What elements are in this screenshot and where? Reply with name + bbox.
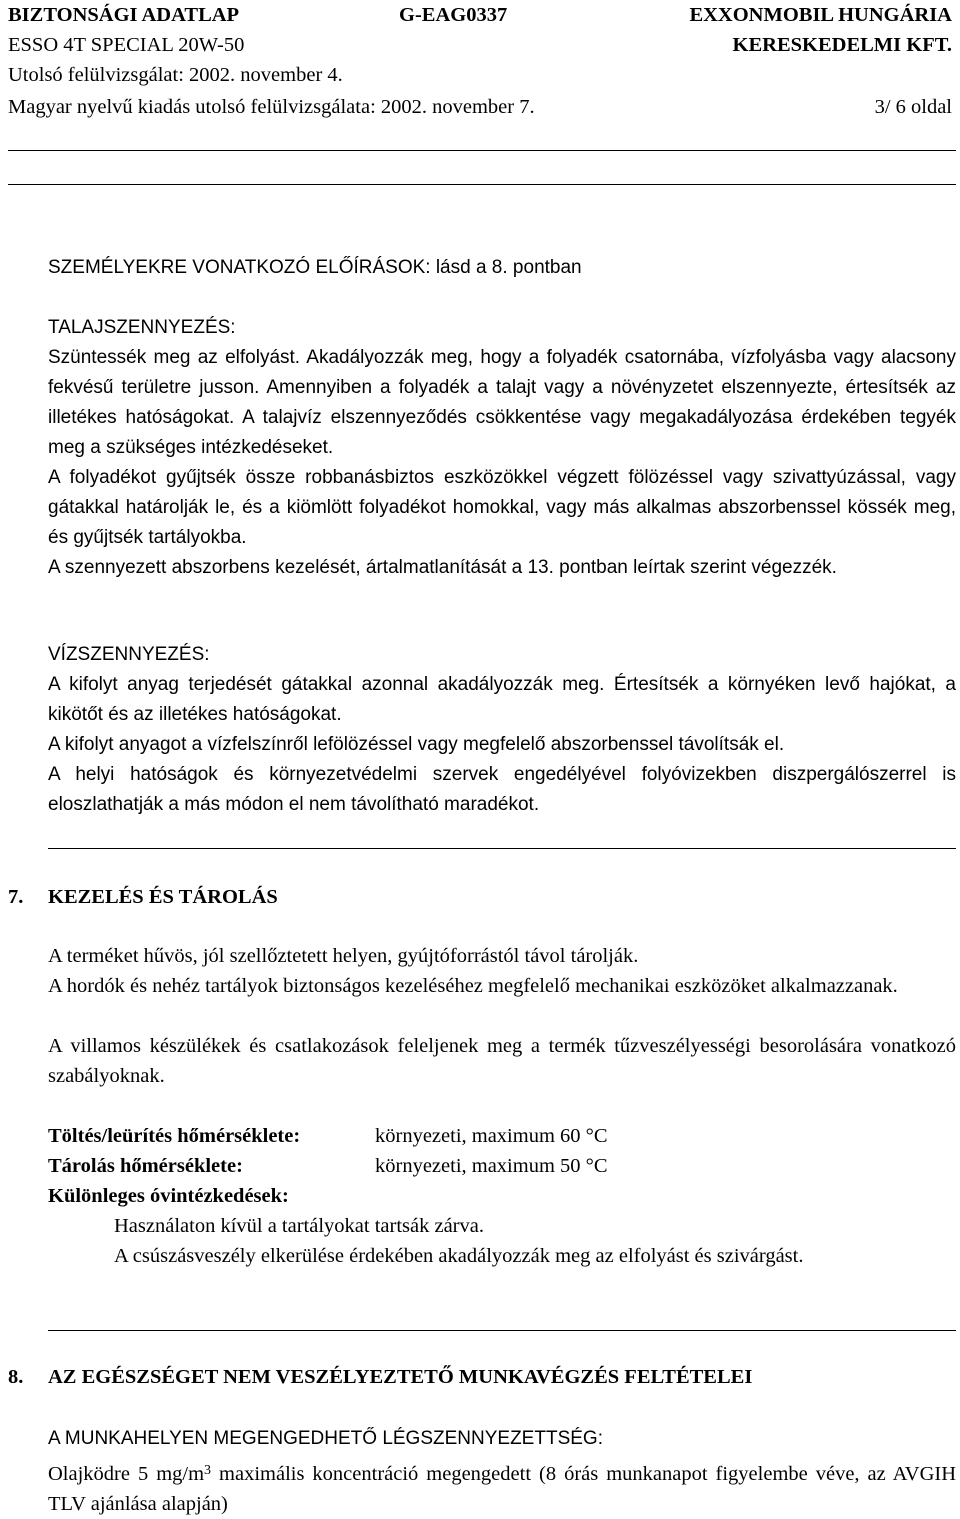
water-pollution-paragraph-1: A kifolyt anyag terjedését gátakkal azonnal akadályozzák meg. Értesítsék a környéken levő hajókat, a kikötőt és az illetékes hatóságokat. [48,674,956,725]
storage-paragraph-3: A villamos készülékek és csatlakozások feleljenek meg a termék tűzveszélyességi besorolására vonatkozó szabályoknak. [48,1035,956,1087]
page-header [8,0,952,122]
oil-mist-text-b: maximális koncentráció megengedett (8 órás munkanapot figyelembe véve, az AVGIH TLV ajánlása alapján) [48,1463,956,1515]
doc-title: BIZTONSÁGI ADATLAP [8,4,240,26]
special-precaution-2: A csúszásveszély elkerülése érdekében akadályozzák meg az elfolyást és szivárgást. [114,1245,804,1267]
section-8-number: 8. [8,1366,24,1388]
page-number: 3/ 6 oldal [874,96,952,118]
special-precautions-row [48,1181,956,1211]
section-7-title: KEZELÉS ÉS TÁROLÁS [48,886,278,908]
section-7-heading [8,882,956,912]
storage-temperature-value: környezeti, maximum 50 °C [375,1155,608,1177]
header-rule-1 [8,150,956,151]
water-pollution-paragraph-2: A kifolyt anyagot a vízfelszínről lefölözéssel vagy megfelelő abszorbenssel távolítsák el. [48,734,785,755]
soil-pollution-paragraph-2: A folyadékot gyűjtsék össze robbanásbiztos eszközökkel végzett fölözéssel vagy szivattyúzással, vagy gátakkal határolják le, és a kiömlött folyadékot homokkal, vagy más alkalmas abszorbenssel kössék meg, és gyűjtsék tartályokba. [48,467,956,548]
soil-pollution-heading: TALAJSZENNYEZÉS: [48,317,236,338]
storage-temperature-label: Tárolás hőmérséklete: [48,1155,243,1177]
section-8-heading [8,1362,956,1392]
storage-paragraph-1: A terméket hűvös, jól szellőztetett helyen, gyújtóforrástól távol tárolják. [48,945,639,967]
soil-pollution-paragraph-1: Szüntessék meg az elfolyást. Akadályozzák meg, hogy a folyadék csatornába, vízfolyásba vagy alacsony fekvésű területre jusson. Amennyiben a folyadék a talajt vagy a növényzetet elszennyezte, értesítsék az illetékes hatóságokat. A talajvíz elszennyeződés csökkentése vagy megakadályozása érdekében tegyék meg a szükséges intézkedéseket. [48,347,956,458]
temperature-specs [48,1121,956,1211]
storage-paragraph-2: A hordók és nehéz tartályok biztonságos kezeléséhez megfelelő mechanikai eszközöket alkalmazzanak. [48,975,898,997]
header-rule-2 [8,184,956,185]
last-review-date: Utolsó felülvizsgálat: 2002. november 4. [8,64,343,86]
fill-temperature-label: Töltés/leürítés hőmérséklete: [48,1125,301,1147]
soil-pollution-paragraph-3: A szennyezett abszorbens kezelését, ártalmatlanítását a 13. pontban leírtak szerint végezzék. [48,557,837,578]
section-7-number: 7. [8,886,24,908]
oil-mist-text-a: Olajködre 5 mg/m [48,1463,205,1485]
special-precaution-1: Használaton kívül a tartályokat tartsák zárva. [114,1215,484,1237]
oil-mist-unit-exponent: 3 [204,1463,212,1478]
fill-temperature-value: környezeti, maximum 60 °C [375,1125,608,1147]
product-name: ESSO 4T SPECIAL 20W-50 [8,34,245,56]
workplace-limit-heading: A MUNKAHELYEN MEGENGEDHETŐ LÉGSZENNYEZETTSÉG: [48,1428,603,1449]
company-name-line1: EXXONMOBIL HUNGÁRIA [689,4,952,26]
fill-temperature-row [48,1121,956,1151]
company-name-line2: KERESKEDELMI KFT. [732,34,952,56]
section-rule-7 [48,1330,956,1331]
section-rule-6 [48,848,956,849]
special-precautions-label: Különleges óvintézkedések: [48,1185,289,1207]
section-8-title: AZ EGÉSZSÉGET NEM VESZÉLYEZTETŐ MUNKAVÉGZÉS FELTÉTELEI [48,1366,753,1388]
oil-mist-limit-paragraph [48,1459,956,1519]
water-pollution-heading: VÍZSZENNYEZÉS: [48,644,210,665]
personal-precautions: SZEMÉLYEKRE VONATKOZÓ ELŐÍRÁSOK: lásd a 8. pontban [48,257,582,278]
storage-temperature-row [48,1151,956,1181]
doc-code: G-EAG0337 [399,4,508,26]
hungarian-edition-date: Magyar nyelvű kiadás utolsó felülvizsgálata: 2002. november 7. [8,96,535,118]
water-pollution-paragraph-3: A helyi hatóságok és környezetvédelmi szervek engedélyével folyóvizekben diszpergálószerrel is eloszlathatják a más módon el nem távolítható maradékot. [48,764,956,815]
